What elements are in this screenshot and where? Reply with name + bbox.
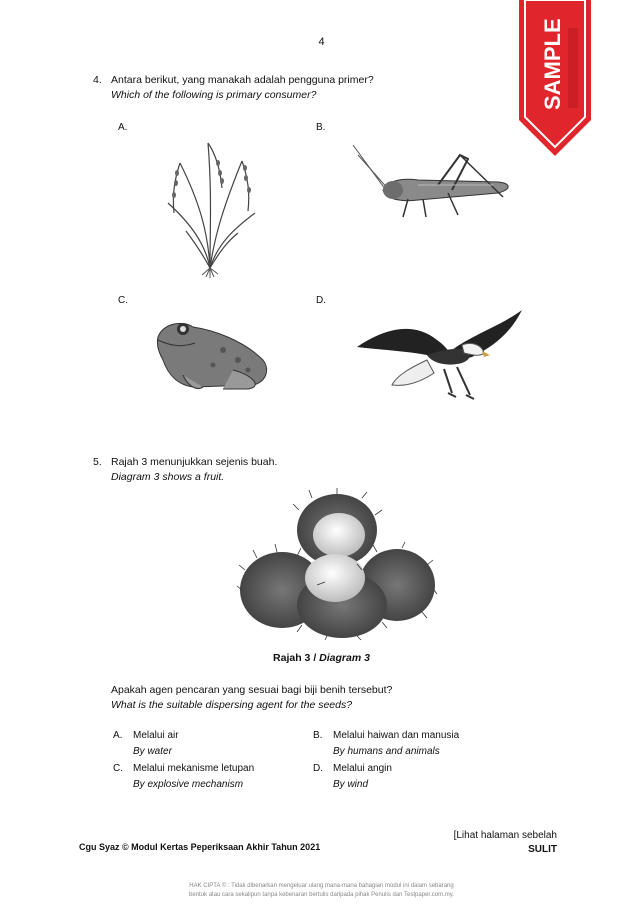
copyright-line-1: HAK CIPTA © : Tidak dibenarkan mengeluar ulang mana-mana bahagian modul ini dalam sebarang: [189, 883, 454, 889]
question-text-ms: Rajah 3 menunjukkan sejenis buah.: [111, 456, 278, 468]
answer-letter: B.: [313, 730, 323, 741]
answer-text-ms: Melalui haiwan dan manusia: [333, 730, 460, 741]
sulit-label: SULIT: [528, 844, 557, 855]
footer-module-title: Cgu Syaz © Modul Kertas Peperiksaan Akhir Tahun 2021: [79, 842, 321, 852]
answer-option-b[interactable]: [313, 728, 533, 760]
question-number: 5.: [93, 456, 102, 468]
question-text-en: Diagram 3 shows a fruit.: [111, 471, 225, 483]
caption-en: Diagram 3: [319, 652, 370, 664]
rice-plant-image: [160, 133, 260, 278]
question-4: [93, 73, 543, 105]
option-b-label: B.: [316, 122, 326, 133]
frog-image: [153, 315, 273, 395]
copyright-line-2: bentuk atau cara sekalipun tanpa kebenaran bertulis daripada pihak Penulis dan Testpaper.com.my.: [189, 892, 454, 898]
option-d-label: D.: [316, 295, 326, 306]
question-5: [93, 455, 543, 487]
prompt-text-en: What is the suitable dispersing agent for the seeds?: [111, 699, 353, 711]
diagram-caption: [0, 652, 643, 664]
answer-option-d[interactable]: [313, 761, 533, 793]
question-number: 4.: [93, 74, 102, 86]
rambutan-image: [237, 490, 437, 640]
answer-letter: D.: [313, 763, 323, 774]
caption-ms: Rajah 3 /: [273, 652, 320, 664]
grasshopper-image: [348, 145, 518, 225]
question-text-ms: Antara berikut, yang manakah adalah pengguna primer?: [111, 74, 374, 86]
question-5-prompt: [93, 683, 543, 715]
answer-text-ms: Melalui air: [133, 730, 179, 741]
question-text-en: Which of the following is primary consumer?: [111, 89, 317, 101]
answer-text-ms: Melalui angin: [333, 763, 392, 774]
answer-letter: C.: [113, 763, 123, 774]
answer-text-en: By explosive mechanism: [133, 779, 244, 790]
option-c-label: C.: [118, 295, 128, 306]
answer-letter: A.: [113, 730, 123, 741]
answer-text-en: By water: [133, 746, 172, 757]
answer-text-en: By wind: [333, 779, 369, 790]
answer-option-a[interactable]: [113, 728, 303, 760]
footer-right: [454, 829, 557, 857]
option-a-label: A.: [118, 122, 128, 133]
prompt-text-ms: Apakah agen pencaran yang sesuai bagi biji benih tersebut?: [111, 684, 393, 696]
sample-badge-text: SAMPLE: [540, 18, 565, 110]
eagle-image: [352, 305, 527, 407]
answer-option-c[interactable]: [113, 761, 303, 793]
answer-text-en: By humans and animals: [333, 746, 440, 757]
answer-text-ms: Melalui mekanisme letupan: [133, 763, 255, 774]
page-number: 4: [318, 36, 325, 48]
next-page-note: [Lihat halaman sebelah: [453, 830, 557, 841]
copyright-notice: [0, 882, 643, 900]
